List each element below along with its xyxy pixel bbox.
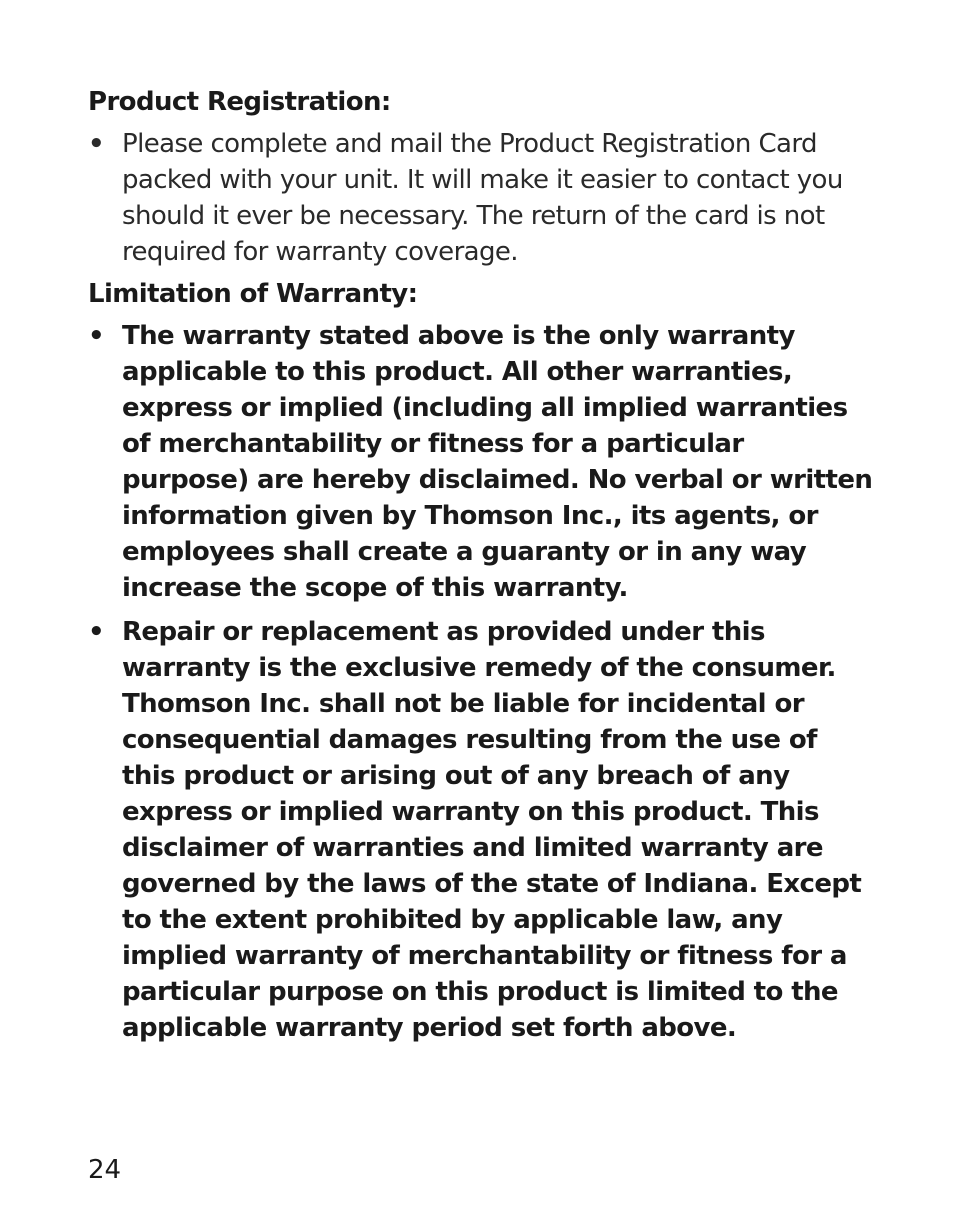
limitation-bullet-2 <box>88 614 878 1046</box>
page-number: 24 <box>88 1155 122 1185</box>
document-page <box>88 84 878 1046</box>
bullet-text: Repair or replacement as provided under this warranty is the exclusive remedy of the consumer. Thomson Inc. shall not be liable for incidental or consequential damages resulting from the use of this product or arising out of any breach of any express or implied warranty on this product. This disclaimer of warranties and limited warranty are governed by the laws of the state of Indiana. Except to the extent prohibited by applicable law, any implied warranty of merchantability or fitness for a particular purpose on this product is limited to the applicable warranty period set forth above. <box>122 617 862 1043</box>
bullet-icon: • <box>88 129 105 159</box>
product-registration-bullet <box>88 126 878 270</box>
bullet-icon: • <box>88 617 105 647</box>
bullet-icon: • <box>88 321 105 351</box>
bullet-text: Please complete and mail the Product Registration Card packed with your unit. It will make it easier to contact you should it ever be necessary. The return of the card is not required for warranty coverage. <box>122 129 843 267</box>
limitation-of-warranty-heading: Limitation of Warranty: <box>88 279 418 309</box>
product-registration-heading: Product Registration: <box>88 87 391 117</box>
limitation-bullet-1 <box>88 318 878 606</box>
bullet-text: The warranty stated above is the only warranty applicable to this product. All other warranties, express or implied (including all implied warranties of merchantability or fitness for a particular purpose) are hereby disclaimed. No verbal or written information given by Thomson Inc., its agents, or employees shall create a guaranty or in any way increase the scope of this warranty. <box>122 321 873 603</box>
